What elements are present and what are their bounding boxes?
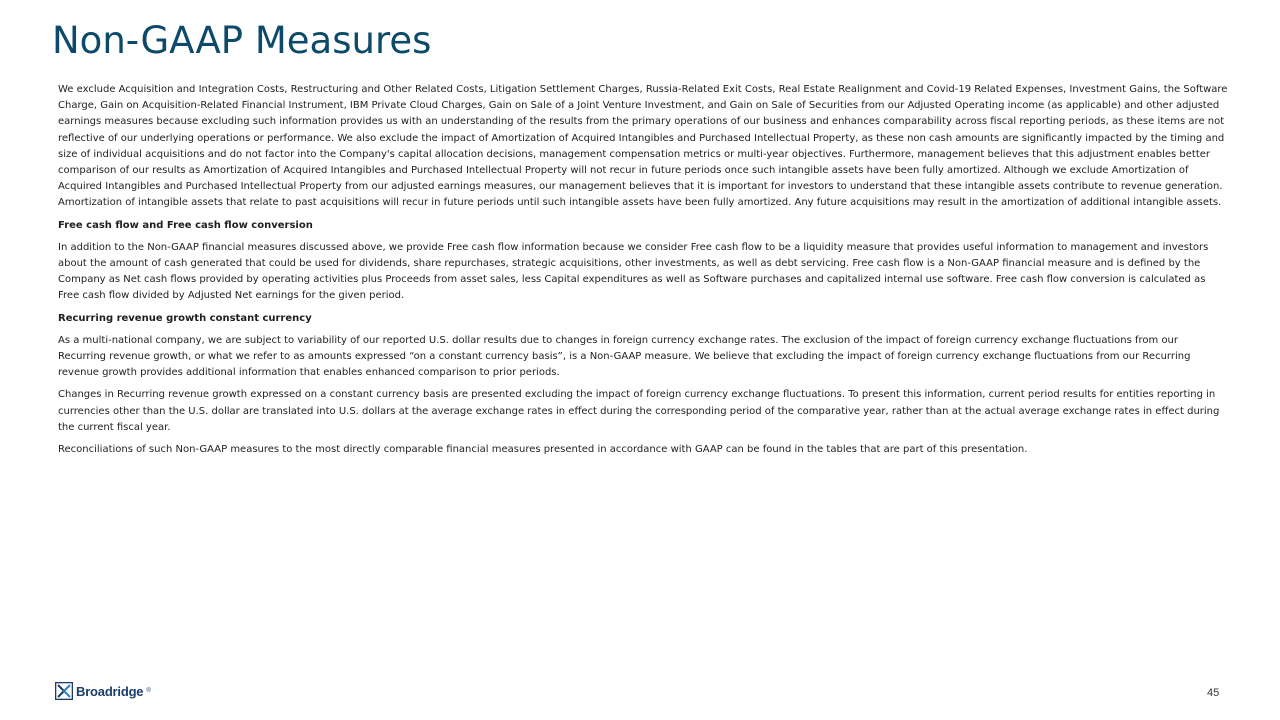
broadridge-logo-text: Broadridge (76, 683, 144, 699)
body-text (58, 82, 1228, 464)
fcf-paragraph: In addition to the Non-GAAP financial measures discussed above, we provide Free cash flow information because we consider Free cash flow to be a liquidity measure that provides useful information to management and investors about the amount of cash generated that could be used for dividends, share repurchases, strategic acquisitions, other investments, as well as debt servicing. Free cash flow is a Non-GAAP financial measure and is defined by the Company as Net cash flows provided by operating activities plus Proceeds from asset sales, less Capital expenditures as well as Software purchases and capitalized internal use software. Free cash flow conversion is calculated as Free cash flow divided by Adjusted Net earnings for the given period. (58, 241, 1209, 302)
fcf-heading: Free cash flow and Free cash flow conversion (58, 219, 313, 231)
broadridge-logo (55, 682, 151, 700)
recurring-revenue-paragraph-1: As a multi-national company, we are subject to variability of our reported U.S. dollar results due to changes in foreign currency exchange rates. The exclusion of the impact of foreign currency exchange fluctuations from our Recurring revenue growth, or what we refer to as amounts expressed “on a constant currency basis”, is a Non-GAAP measure. We believe that excluding the impact of foreign currency exchange fluctuations from our Recurring revenue growth provides additional information that enables enhanced comparison to prior periods. (58, 334, 1191, 379)
broadridge-logo-icon (55, 682, 73, 700)
recurring-revenue-heading: Recurring revenue growth constant currency (58, 312, 312, 324)
page-number: 45 (1207, 687, 1220, 699)
page-title: Non-GAAP Measures (52, 19, 432, 62)
intro-paragraph: We exclude Acquisition and Integration Costs, Restructuring and Other Related Costs, Litigation Settlement Charges, Russia-Related Exit Costs, Real Estate Realignment and Covid-19 Related Expenses, Investment Gains, the Software Charge, Gain on Acquisition-Related Financial Instrument, IBM Private Cloud Charges, Gain on Sale of a Joint Venture Investment, and Gain on Sale of Securities from our Adjusted Operating income (as applicable) and other adjusted earnings measures because excluding such information provides us with an understanding of the results from the primary operations of our business and enhances comparability across fiscal reporting periods, as these items are not reflective of our underlying operations or performance. We also exclude the impact of Amortization of Acquired Intangibles and Purchased Intellectual Property, as these non cash amounts are significantly impacted by the timing and size of individual acquisitions and do not factor into the Company's capital allocation decisions, management compensation metrics or multi-year objectives. Furthermore, management believes that this adjustment enables better comparison of our results as Amortization of Acquired Intangibles and Purchased Intellectual Property will not recur in future periods once such intangible assets have been fully amortized. Although we exclude Amortization of Acquired Intangibles and Purchased Intellectual Property from our adjusted earnings measures, our management believes that it is important for investors to understand that these intangible assets contribute to revenue generation. Amortization of intangible assets that relate to past acquisitions will recur in future periods until such intangible assets have been fully amortized. Any future acquisitions may result in the amortization of additional intangible assets. (58, 84, 1228, 209)
recurring-revenue-paragraph-2: Changes in Recurring revenue growth expressed on a constant currency basis are presented excluding the impact of foreign currency exchange fluctuations. To present this information, current period results for entities reporting in currencies other than the U.S. dollar are translated into U.S. dollars at the average exchange rates in effect during the corresponding period of the comparative year, rather than at the actual average exchange rates in effect during the current fiscal year. (58, 389, 1220, 433)
reconciliation-paragraph: Reconciliations of such Non-GAAP measures to the most directly comparable financial measures presented in accordance with GAAP can be found in the tables that are part of this presentation. (58, 444, 1028, 456)
registered-mark: ® (146, 688, 151, 694)
